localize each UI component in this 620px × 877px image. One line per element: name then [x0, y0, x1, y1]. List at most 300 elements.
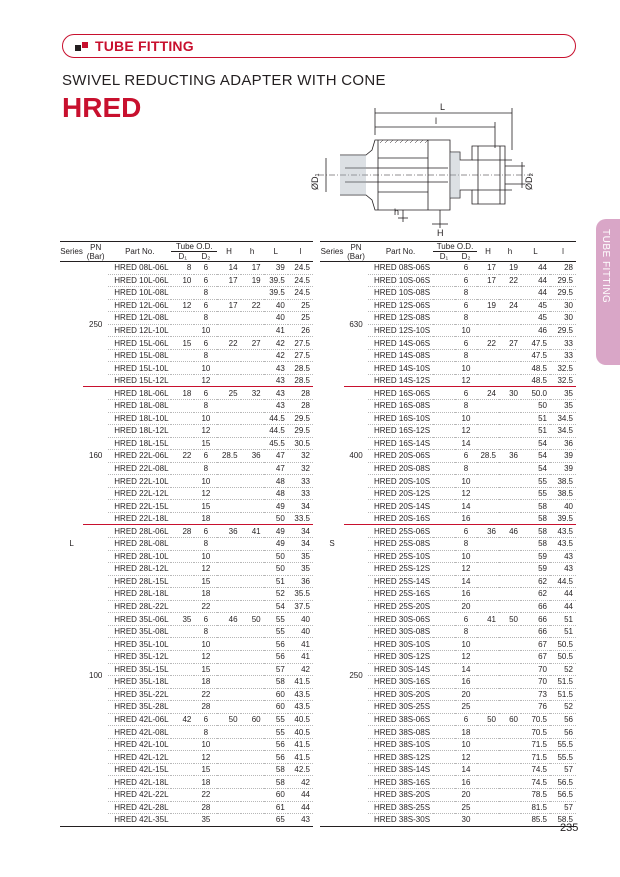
value-cell: 54 [521, 450, 550, 463]
value-cell: 28 [288, 387, 313, 400]
value-cell: 66 [521, 613, 550, 626]
value-cell: 8 [455, 287, 477, 300]
value-cell: 58 [521, 512, 550, 525]
value-cell: 12 [455, 487, 477, 500]
value-cell [241, 638, 264, 651]
value-cell [499, 575, 521, 588]
value-cell [217, 324, 240, 337]
value-cell: 34 [288, 538, 313, 551]
value-cell [241, 437, 264, 450]
value-cell: 67 [521, 638, 550, 651]
value-cell: 10 [455, 550, 477, 563]
value-cell [241, 487, 264, 500]
value-cell [217, 763, 240, 776]
value-cell [217, 814, 240, 827]
value-cell: 55.5 [550, 751, 576, 764]
value-cell: 6 [455, 262, 477, 275]
part-no-cell: HRED 10L-08L [108, 287, 171, 300]
value-cell: 32.5 [550, 374, 576, 387]
value-cell: 42 [171, 713, 194, 726]
value-cell: 44 [521, 274, 550, 287]
value-cell: 8 [455, 349, 477, 362]
part-no-cell: HRED 18L-15L [108, 437, 171, 450]
value-cell [499, 763, 521, 776]
value-cell: 40.5 [288, 726, 313, 739]
value-cell: 8 [194, 625, 217, 638]
value-cell [477, 487, 499, 500]
part-no-cell: HRED 42L-15L [108, 763, 171, 776]
value-cell: 10 [455, 475, 477, 488]
part-no-cell: HRED 15L-08L [108, 349, 171, 362]
value-cell [477, 701, 499, 714]
value-cell [433, 688, 455, 701]
value-cell [477, 625, 499, 638]
value-cell: 50 [264, 550, 288, 563]
value-cell [477, 676, 499, 689]
value-cell: 34.5 [550, 412, 576, 425]
part-no-cell: HRED 12L-08L [108, 312, 171, 325]
value-cell [477, 663, 499, 676]
value-cell: 8 [194, 538, 217, 551]
value-cell: 14 [455, 500, 477, 513]
value-cell: 6 [194, 713, 217, 726]
value-cell [217, 374, 240, 387]
part-no-cell: HRED 42L-08L [108, 726, 171, 739]
value-cell: 8 [194, 400, 217, 413]
value-cell [217, 688, 240, 701]
value-cell [171, 726, 194, 739]
value-cell: 43.5 [550, 538, 576, 551]
value-cell [171, 362, 194, 375]
part-no-cell: HRED 14S-12S [368, 374, 433, 387]
value-cell: 74.5 [521, 776, 550, 789]
value-cell: 43.5 [288, 688, 313, 701]
value-cell: 65 [264, 814, 288, 827]
value-cell: 12 [455, 425, 477, 438]
value-cell: 56 [264, 650, 288, 663]
value-cell: 35 [194, 814, 217, 827]
value-cell [477, 776, 499, 789]
value-cell [171, 814, 194, 827]
part-no-cell: HRED 18L-08L [108, 400, 171, 413]
value-cell [171, 550, 194, 563]
value-cell: 52 [550, 663, 576, 676]
value-cell [241, 500, 264, 513]
part-no-cell: HRED 42L-35L [108, 814, 171, 827]
value-cell: 70 [521, 663, 550, 676]
part-no-cell: HRED 12S-10S [368, 324, 433, 337]
part-no-cell: HRED 25S-08S [368, 538, 433, 551]
value-cell: 32 [241, 387, 264, 400]
value-cell [217, 638, 240, 651]
value-cell [433, 362, 455, 375]
value-cell: 18 [194, 512, 217, 525]
side-tab [596, 219, 620, 365]
value-cell: 49 [264, 500, 288, 513]
value-cell: 40 [550, 500, 576, 513]
value-cell: 8 [455, 312, 477, 325]
value-cell: 6 [194, 299, 217, 312]
part-no-cell: HRED 25S-12S [368, 563, 433, 576]
value-cell: 66 [521, 600, 550, 613]
value-cell [433, 287, 455, 300]
value-cell: 27 [499, 337, 521, 350]
value-cell: 50 [241, 613, 264, 626]
value-cell: 41.5 [288, 751, 313, 764]
value-cell [171, 400, 194, 413]
dim-D1-label: ØD₁ [310, 173, 320, 190]
value-cell: 56.5 [550, 788, 576, 801]
value-cell [217, 625, 240, 638]
value-cell: 8 [194, 287, 217, 300]
value-cell: 71.5 [521, 738, 550, 751]
value-cell: 6 [455, 337, 477, 350]
value-cell: 48.5 [521, 362, 550, 375]
value-cell [433, 525, 455, 538]
value-cell [477, 500, 499, 513]
value-cell [217, 412, 240, 425]
value-cell: 14 [455, 575, 477, 588]
value-cell [499, 600, 521, 613]
value-cell [499, 676, 521, 689]
value-cell [171, 763, 194, 776]
value-cell: 33.5 [288, 512, 313, 525]
value-cell [241, 400, 264, 413]
value-cell [433, 512, 455, 525]
value-cell: 19 [477, 299, 499, 312]
part-no-cell: HRED 30S-16S [368, 676, 433, 689]
value-cell: 55 [264, 713, 288, 726]
col-H: H [477, 242, 499, 262]
value-cell: 57 [550, 763, 576, 776]
parts-table-left [60, 241, 313, 827]
value-cell: 47.5 [521, 337, 550, 350]
value-cell: 8 [194, 312, 217, 325]
value-cell: 15 [194, 663, 217, 676]
value-cell: 15 [194, 437, 217, 450]
value-cell [477, 801, 499, 814]
value-cell [241, 287, 264, 300]
part-no-cell: HRED 18L-06L [108, 387, 171, 400]
value-cell [499, 362, 521, 375]
value-cell: 42 [288, 776, 313, 789]
value-cell: 30 [455, 814, 477, 827]
value-cell: 46 [521, 324, 550, 337]
value-cell: 15 [194, 763, 217, 776]
col-h: h [241, 242, 264, 262]
value-cell [171, 776, 194, 789]
value-cell: 36 [217, 525, 240, 538]
part-no-cell: HRED 35L-10L [108, 638, 171, 651]
value-cell [499, 563, 521, 576]
value-cell: 58 [521, 500, 550, 513]
value-cell: 35.5 [288, 588, 313, 601]
value-cell: 66 [521, 625, 550, 638]
value-cell: 22 [477, 337, 499, 350]
value-cell: 25 [455, 701, 477, 714]
part-no-cell: HRED 38S-10S [368, 738, 433, 751]
value-cell [433, 387, 455, 400]
value-cell: 36 [499, 450, 521, 463]
value-cell: 18 [171, 387, 194, 400]
part-no-cell: HRED 38S-12S [368, 751, 433, 764]
value-cell: 51 [550, 625, 576, 638]
value-cell [433, 788, 455, 801]
value-cell: 12 [171, 299, 194, 312]
value-cell [217, 563, 240, 576]
value-cell: 49 [264, 525, 288, 538]
value-cell: 33 [288, 487, 313, 500]
value-cell: 57 [264, 663, 288, 676]
value-cell [241, 412, 264, 425]
part-no-cell: HRED 28L-15L [108, 575, 171, 588]
value-cell [241, 462, 264, 475]
value-cell [433, 324, 455, 337]
value-cell: 29.5 [288, 425, 313, 438]
value-cell: 50 [264, 563, 288, 576]
value-cell: 35 [550, 400, 576, 413]
value-cell: 36 [477, 525, 499, 538]
part-no-cell: HRED 20S-12S [368, 487, 433, 500]
value-cell: 10 [455, 638, 477, 651]
value-cell [171, 287, 194, 300]
value-cell [241, 512, 264, 525]
value-cell: 24.5 [288, 287, 313, 300]
value-cell: 16 [455, 776, 477, 789]
value-cell: 50 [521, 400, 550, 413]
value-cell: 58.5 [550, 814, 576, 827]
value-cell [499, 538, 521, 551]
value-cell [433, 374, 455, 387]
value-cell: 48 [264, 475, 288, 488]
value-cell [433, 738, 455, 751]
side-tab-label: TUBE FITTING [600, 229, 611, 304]
table-row [320, 262, 576, 275]
col-d2: D₂ [455, 252, 477, 262]
value-cell: 58 [264, 763, 288, 776]
value-cell [171, 676, 194, 689]
value-cell: 25 [455, 801, 477, 814]
part-no-cell: HRED 15L-12L [108, 374, 171, 387]
value-cell [171, 500, 194, 513]
part-no-cell: HRED 12S-08S [368, 312, 433, 325]
value-cell: 6 [194, 525, 217, 538]
value-cell [477, 600, 499, 613]
value-cell [171, 688, 194, 701]
value-cell [171, 487, 194, 500]
value-cell: 44 [521, 262, 550, 275]
value-cell: 18 [194, 776, 217, 789]
part-no-cell: HRED 22L-08L [108, 462, 171, 475]
value-cell: 36 [288, 575, 313, 588]
value-cell: 40 [264, 312, 288, 325]
value-cell: 22 [217, 337, 240, 350]
value-cell: 56 [264, 638, 288, 651]
value-cell [499, 801, 521, 814]
value-cell: 32 [288, 450, 313, 463]
part-no-cell: HRED 42L-06L [108, 713, 171, 726]
value-cell: 50 [217, 713, 240, 726]
value-cell: 22 [171, 450, 194, 463]
value-cell [241, 625, 264, 638]
table-row [320, 525, 576, 538]
value-cell: 8 [455, 625, 477, 638]
value-cell: 55 [264, 726, 288, 739]
value-cell: 10 [455, 362, 477, 375]
value-cell [477, 650, 499, 663]
table-row [60, 525, 313, 538]
value-cell [171, 538, 194, 551]
value-cell: 52 [264, 588, 288, 601]
value-cell [433, 625, 455, 638]
value-cell: 55 [264, 625, 288, 638]
value-cell: 8 [171, 262, 194, 275]
value-cell: 39.5 [264, 274, 288, 287]
value-cell: 6 [455, 713, 477, 726]
col-d1: D₁ [171, 252, 194, 262]
part-no-cell: HRED 14S-08S [368, 349, 433, 362]
section-title: TUBE FITTING [95, 38, 194, 54]
value-cell: 24.5 [288, 274, 313, 287]
value-cell: 76 [521, 701, 550, 714]
value-cell: 6 [194, 274, 217, 287]
value-cell [433, 701, 455, 714]
series-cell: L [60, 262, 83, 827]
table-row [60, 387, 313, 400]
col-L: L [521, 242, 550, 262]
section-header [62, 34, 576, 58]
value-cell: 6 [455, 613, 477, 626]
value-cell [477, 814, 499, 827]
value-cell [433, 312, 455, 325]
part-no-cell: HRED 10S-08S [368, 287, 433, 300]
value-cell [217, 588, 240, 601]
part-no-cell: HRED 22L-10L [108, 475, 171, 488]
value-cell: 44 [288, 788, 313, 801]
value-cell: 12 [455, 650, 477, 663]
value-cell: 74.5 [521, 763, 550, 776]
value-cell: 15 [194, 575, 217, 588]
value-cell: 42 [264, 349, 288, 362]
value-cell: 14 [455, 437, 477, 450]
pn-cell: 400 [344, 387, 368, 525]
value-cell [171, 312, 194, 325]
value-cell: 61 [264, 801, 288, 814]
value-cell [217, 751, 240, 764]
part-no-cell: HRED 08L-06L [108, 262, 171, 275]
value-cell [477, 437, 499, 450]
value-cell [241, 814, 264, 827]
value-cell: 6 [455, 299, 477, 312]
value-cell [433, 475, 455, 488]
part-no-cell: HRED 35L-22L [108, 688, 171, 701]
value-cell [171, 588, 194, 601]
value-cell: 41 [288, 638, 313, 651]
part-no-cell: HRED 25S-14S [368, 575, 433, 588]
value-cell: 50 [477, 713, 499, 726]
value-cell [433, 763, 455, 776]
value-cell [499, 287, 521, 300]
value-cell: 17 [217, 274, 240, 287]
value-cell: 6 [194, 337, 217, 350]
value-cell [241, 776, 264, 789]
value-cell: 22 [241, 299, 264, 312]
page-number: 235 [560, 822, 579, 834]
value-cell: 40.5 [288, 713, 313, 726]
value-cell [433, 600, 455, 613]
value-cell [171, 751, 194, 764]
part-no-cell: HRED 08S-06S [368, 262, 433, 275]
value-cell: 41.5 [288, 676, 313, 689]
value-cell [171, 788, 194, 801]
part-no-cell: HRED 22L-18L [108, 512, 171, 525]
value-cell: 10 [194, 324, 217, 337]
value-cell [433, 450, 455, 463]
part-no-cell: HRED 20S-08S [368, 462, 433, 475]
part-no-cell: HRED 30S-12S [368, 650, 433, 663]
value-cell: 12 [194, 425, 217, 438]
value-cell: 56 [550, 726, 576, 739]
value-cell [477, 788, 499, 801]
value-cell: 52 [550, 701, 576, 714]
col-tube-od: Tube O.D. [171, 242, 217, 252]
value-cell: 17 [477, 262, 499, 275]
value-cell: 15 [194, 500, 217, 513]
value-cell: 26 [288, 324, 313, 337]
value-cell: 45 [521, 312, 550, 325]
value-cell: 6 [455, 274, 477, 287]
value-cell [217, 550, 240, 563]
value-cell: 51 [264, 575, 288, 588]
value-cell [217, 475, 240, 488]
value-cell: 28 [288, 400, 313, 413]
value-cell [477, 475, 499, 488]
part-no-cell: HRED 25S-16S [368, 588, 433, 601]
value-cell: 28.5 [288, 362, 313, 375]
value-cell [171, 625, 194, 638]
value-cell: 44 [288, 801, 313, 814]
value-cell: 24 [499, 299, 521, 312]
value-cell: 36 [241, 450, 264, 463]
value-cell: 71.5 [521, 751, 550, 764]
value-cell [241, 738, 264, 751]
value-cell [499, 425, 521, 438]
value-cell: 47.5 [521, 349, 550, 362]
pn-cell: 100 [83, 525, 108, 826]
value-cell: 67 [521, 650, 550, 663]
value-cell [477, 412, 499, 425]
part-no-cell: HRED 38S-06S [368, 713, 433, 726]
value-cell [433, 400, 455, 413]
value-cell: 6 [455, 450, 477, 463]
part-no-cell: HRED 38S-20S [368, 788, 433, 801]
value-cell [433, 676, 455, 689]
value-cell: 40 [264, 299, 288, 312]
value-cell: 39.5 [550, 512, 576, 525]
value-cell: 17 [241, 262, 264, 275]
part-no-cell: HRED 22L-12L [108, 487, 171, 500]
part-no-cell: HRED 25S-20S [368, 600, 433, 613]
value-cell [217, 650, 240, 663]
value-cell [217, 487, 240, 500]
value-cell [217, 425, 240, 438]
value-cell [241, 701, 264, 714]
col-L: L [264, 242, 288, 262]
value-cell [499, 512, 521, 525]
value-cell [241, 663, 264, 676]
value-cell [433, 613, 455, 626]
value-cell [433, 650, 455, 663]
